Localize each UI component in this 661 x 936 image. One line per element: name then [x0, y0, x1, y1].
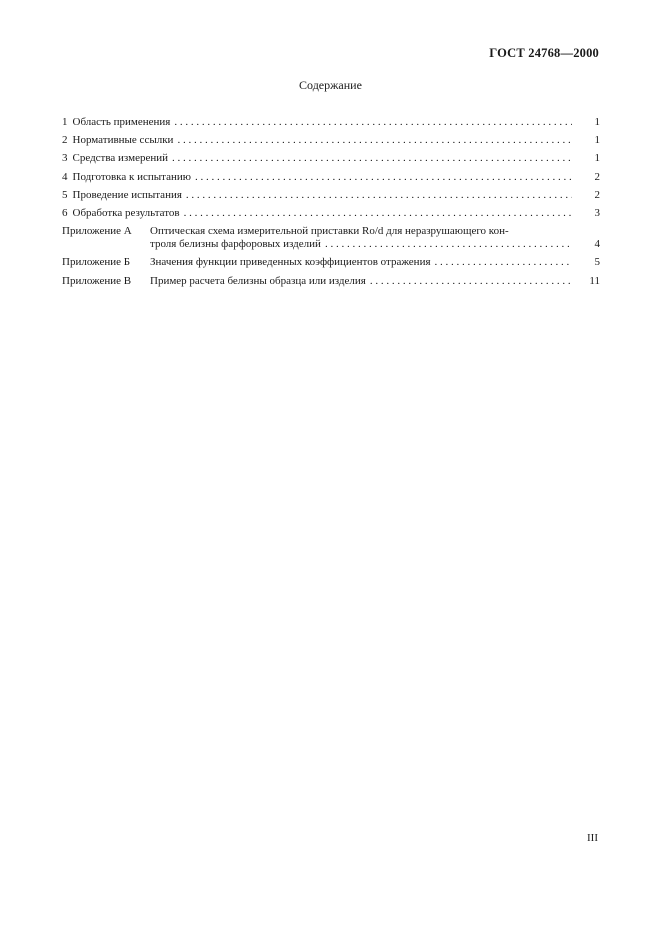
toc-entry-title: Область применения — [72, 116, 171, 128]
toc-dot-leader — [435, 256, 572, 269]
toc-dot-leader — [172, 152, 572, 165]
toc-entry-appendix-v[interactable] — [62, 275, 600, 288]
toc-entry-page: 5 — [594, 256, 600, 269]
toc-entry-number: 4 — [62, 170, 68, 183]
toc-title: Содержание — [299, 78, 362, 92]
table-of-contents — [62, 116, 600, 293]
toc-appendix-title: Значения функции приведенных коэффициентов отражения — [150, 256, 431, 269]
toc-appendix-label: Приложение В — [62, 274, 132, 287]
toc-dot-leader — [184, 207, 572, 220]
toc-entry-page: 1 — [594, 134, 600, 147]
toc-dot-leader — [186, 189, 572, 202]
toc-entry-title: Нормативные ссылки — [72, 134, 174, 147]
toc-dot-leader — [370, 275, 572, 288]
toc-entry-page: 1 — [594, 152, 600, 165]
toc-appendix-label: Приложение Б — [62, 256, 131, 269]
toc-entry-number: 1 — [62, 116, 68, 128]
toc-entry-section-5[interactable] — [62, 189, 600, 202]
toc-dot-leader — [174, 116, 572, 129]
toc-dot-leader — [195, 171, 572, 184]
toc-entry-section-2[interactable] — [62, 134, 600, 147]
toc-dot-leader — [177, 134, 572, 147]
toc-appendix-title-line1: Оптическая схема измерительной приставки Ro/d для неразрушающего кон- — [150, 225, 509, 238]
toc-entry-page: 2 — [594, 170, 600, 183]
toc-entry-section-3[interactable] — [62, 152, 600, 165]
document-header-standard: ГОСТ 24768—2000 — [489, 46, 599, 60]
toc-dot-leader — [325, 238, 572, 251]
toc-entry-number: 5 — [62, 188, 68, 201]
toc-appendix-title-line2: троля белизны фарфоровых изделий — [150, 238, 321, 251]
toc-entry-page: 2 — [594, 188, 600, 201]
page-number: III — [587, 832, 598, 844]
toc-appendix-label: Приложение А — [62, 225, 132, 238]
toc-entry-title: Подготовка к испытанию — [72, 170, 191, 183]
toc-entry-page: 1 — [594, 116, 600, 128]
toc-entry-section-1[interactable] — [62, 116, 600, 129]
toc-entry-appendix-a[interactable] — [62, 225, 600, 251]
toc-entry-title: Средства измерений — [72, 152, 169, 165]
toc-entry-number: 2 — [62, 134, 68, 147]
toc-appendix-title: Пример расчета белизны образца или изделия — [150, 274, 366, 287]
toc-entry-number: 6 — [62, 206, 68, 219]
toc-entry-number: 3 — [62, 152, 68, 165]
toc-entry-page: 4 — [594, 238, 600, 251]
toc-entry-section-4[interactable] — [62, 171, 600, 184]
toc-entry-appendix-b[interactable] — [62, 256, 600, 269]
toc-entry-section-6[interactable] — [62, 207, 600, 220]
toc-entry-page: 11 — [589, 274, 600, 287]
toc-entry-page: 3 — [594, 206, 600, 219]
toc-entry-title: Обработка результатов — [72, 206, 180, 219]
toc-entry-title: Проведение испытания — [72, 188, 182, 201]
